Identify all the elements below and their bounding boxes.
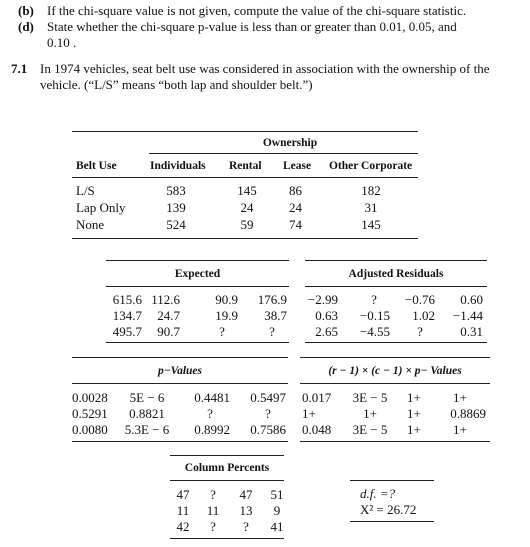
table-cell: 11 bbox=[206, 503, 220, 518]
table-cell: 24 bbox=[240, 200, 254, 215]
table-cell: 59 bbox=[240, 217, 254, 232]
rule bbox=[106, 260, 289, 261]
expected-title: Expected bbox=[174, 268, 221, 280]
table-cell: ? bbox=[207, 406, 213, 421]
table-cell: 1.02 bbox=[412, 308, 435, 323]
table-cell: 19.9 bbox=[215, 308, 238, 323]
col-header-rental: Rental bbox=[229, 160, 262, 172]
table-cell: 1+ bbox=[407, 422, 421, 437]
table-cell: ? bbox=[371, 292, 377, 307]
table-cell: 90.9 bbox=[215, 292, 238, 307]
table-cell: 24 bbox=[289, 200, 302, 215]
rule bbox=[300, 383, 490, 384]
exercise-line1: In 1974 vehicles, seat belt use was considered in association with the ownership of the bbox=[40, 61, 490, 76]
table-cell: 2.65 bbox=[315, 324, 338, 339]
adjusted-residuals-title: Adjusted Residuals bbox=[348, 268, 444, 280]
table-cell: 1+ bbox=[302, 406, 316, 421]
rule bbox=[305, 260, 487, 261]
rule bbox=[106, 342, 289, 343]
table-cell: 1+ bbox=[453, 390, 467, 405]
table-cell: 0.60 bbox=[460, 292, 483, 307]
col-header-lease: Lease bbox=[283, 160, 312, 172]
question-d-line2: 0.10 . bbox=[47, 35, 77, 50]
rule bbox=[350, 480, 434, 481]
table-cell: 145 bbox=[237, 183, 257, 198]
ownership-group-header: Ownership bbox=[262, 137, 318, 149]
question-b-text: If the chi-square value is not given, compute the value of the chi-square statistic. bbox=[47, 3, 467, 18]
table-cell: 38.7 bbox=[264, 308, 287, 323]
exercise-line2: vehicle. (“L/S” means “both lap and shoulder belt.”) bbox=[40, 77, 313, 92]
header-bottom-rule bbox=[72, 177, 418, 178]
table-cell: 134.7 bbox=[112, 308, 142, 323]
table-bottom-rule bbox=[72, 238, 418, 239]
column-percents-title: Column Percents bbox=[184, 462, 270, 474]
rule bbox=[106, 286, 289, 287]
chi-square-value: X² = 26.72 bbox=[360, 502, 417, 517]
table-cell: 24.7 bbox=[157, 308, 180, 323]
adjusted-p-values-title: (r − 1) × (c − 1) × p− Values bbox=[328, 365, 462, 377]
table-cell: 0.4481 bbox=[194, 390, 230, 405]
rule bbox=[305, 342, 487, 343]
table-cell: 0.048 bbox=[302, 422, 332, 437]
question-d-line1: State whether the chi-square p-value is less than or greater than 0.01, 0.05, and bbox=[47, 19, 457, 34]
table-cell: 5.3E − 6 bbox=[124, 422, 170, 437]
rule bbox=[300, 357, 490, 358]
table-cell: 0.31 bbox=[460, 324, 483, 339]
table-cell: 1+ bbox=[363, 406, 377, 421]
table-cell: 5E − 6 bbox=[129, 390, 165, 405]
belt-use-header: Belt Use bbox=[76, 160, 117, 172]
table-cell: 0.8869 bbox=[450, 406, 486, 421]
table-cell: 1+ bbox=[407, 406, 421, 421]
table-cell: 0.0028 bbox=[72, 390, 108, 405]
rule bbox=[170, 538, 284, 539]
rule bbox=[170, 480, 284, 481]
table-cell: −1.44 bbox=[452, 308, 483, 323]
table-cell: 74 bbox=[289, 217, 302, 232]
table-cell: 90.7 bbox=[157, 324, 180, 339]
table-cell: ? bbox=[269, 324, 275, 339]
rule bbox=[300, 441, 490, 442]
table-cell: 139 bbox=[166, 200, 186, 215]
rule bbox=[350, 521, 434, 522]
table-cell: 0.8992 bbox=[194, 422, 230, 437]
table-cell: 583 bbox=[166, 183, 186, 198]
table-cell: −0.15 bbox=[359, 308, 390, 323]
table-cell: 9 bbox=[273, 503, 281, 518]
rule bbox=[72, 383, 288, 384]
col-header-individuals: Individuals bbox=[150, 160, 206, 172]
group-header-rule bbox=[149, 153, 418, 154]
table-cell: ? bbox=[417, 324, 423, 339]
table-cell: 112.6 bbox=[151, 292, 180, 307]
table-cell: 1+ bbox=[453, 422, 467, 437]
rule bbox=[72, 357, 288, 358]
table-cell: 0.0080 bbox=[72, 422, 108, 437]
table-cell: −0.76 bbox=[404, 292, 435, 307]
table-cell: ? bbox=[210, 487, 216, 502]
table-cell: 0.5291 bbox=[72, 406, 108, 421]
degrees-of-freedom: d.f. =? bbox=[360, 486, 396, 501]
table-cell: 182 bbox=[361, 183, 381, 198]
rule bbox=[305, 286, 487, 287]
table-cell: ? bbox=[265, 406, 271, 421]
table-cell: 47 bbox=[176, 487, 190, 502]
table-cell: −2.99 bbox=[307, 292, 338, 307]
rule bbox=[170, 455, 284, 456]
table-cell: 145 bbox=[361, 217, 381, 232]
table-cell: 176.9 bbox=[257, 292, 287, 307]
p-values-title: p−Values bbox=[157, 365, 203, 377]
col-header-other-corporate: Other Corporate bbox=[329, 160, 413, 172]
table-cell: 615.6 bbox=[112, 292, 142, 307]
table-cell: 47 bbox=[239, 487, 253, 502]
table-cell: 0.63 bbox=[315, 308, 338, 323]
table-cell: 495.7 bbox=[112, 324, 142, 339]
exercise-number: 7.1 bbox=[11, 61, 28, 76]
table-cell: ? bbox=[219, 324, 225, 339]
table-cell: 1+ bbox=[407, 390, 421, 405]
table-cell: 0.7586 bbox=[250, 422, 286, 437]
table-top-rule bbox=[72, 131, 418, 132]
table-cell: 3E − 5 bbox=[352, 390, 388, 405]
table-cell: ? bbox=[243, 519, 249, 534]
table-cell: ? bbox=[210, 519, 216, 534]
question-b-label: (b) bbox=[18, 3, 34, 18]
row-label: L/S bbox=[76, 183, 95, 198]
table-cell: 0.017 bbox=[302, 390, 332, 405]
row-label: Lap Only bbox=[76, 200, 126, 215]
rule bbox=[72, 441, 288, 442]
table-cell: 86 bbox=[289, 183, 302, 198]
table-cell: 0.8821 bbox=[129, 406, 165, 421]
table-cell: 11 bbox=[176, 503, 190, 518]
table-cell: 51 bbox=[270, 487, 284, 502]
table-cell: 42 bbox=[176, 519, 190, 534]
table-cell: 524 bbox=[166, 217, 186, 232]
question-d-label: (d) bbox=[18, 19, 34, 34]
table-cell: 13 bbox=[239, 503, 253, 518]
table-cell: −4.55 bbox=[359, 324, 390, 339]
table-cell: 31 bbox=[364, 200, 378, 215]
table-cell: 3E − 5 bbox=[352, 422, 388, 437]
table-cell: 0.5497 bbox=[250, 390, 286, 405]
table-cell: 41 bbox=[270, 519, 284, 534]
row-label: None bbox=[76, 217, 105, 232]
